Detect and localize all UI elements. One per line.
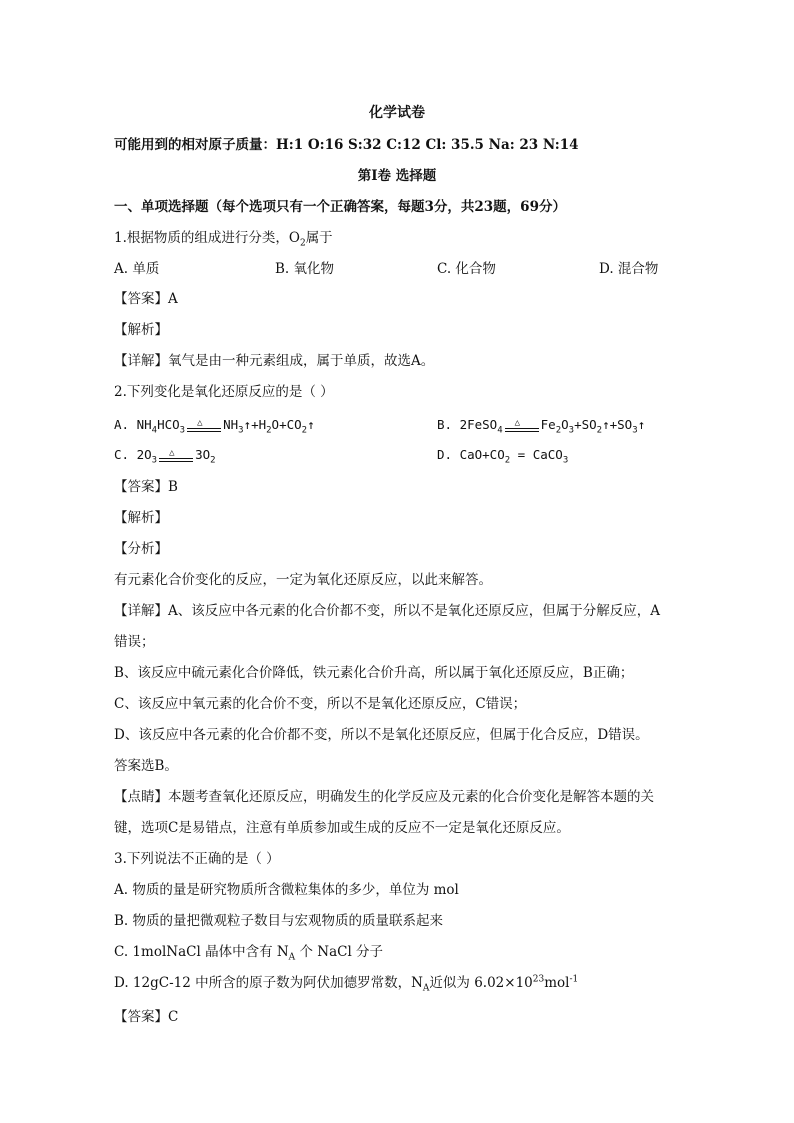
heat-condition-symbol: △ — [159, 449, 193, 463]
q2-detail-line1: 【详解】A、该反应中各元素的化合价都不变，所以不是氧化还原反应，但属于分解反应，A — [114, 603, 660, 619]
q2-fenxi-label: 【分析】 — [114, 541, 168, 557]
q2-answer: 【答案】B — [114, 479, 178, 495]
section1-title: 一、单项选择题（每个选项只有一个正确答案，每题3分，共23题，69分） — [114, 199, 566, 215]
q3-option-a: A. 物质的量是研究物质所含微粒集体的多少，单位为 mol — [114, 882, 459, 898]
q2-option-c: C. $2O_3$ △ $3O_2$ — [114, 447, 216, 466]
q2-detail-line5: 答案选B。 — [114, 758, 178, 774]
q2-option-b: B. 2FeSO$_4$ △ $Fe_2O_3+SO_2↑+SO_3↑$ — [437, 417, 646, 436]
q2-analysis-label: 【解析】 — [114, 510, 168, 526]
page-title: 化学试卷 — [369, 105, 425, 121]
q2-fenxi-text: 有元素化合价变化的反应，一定为氧化还原反应，以此来解答。 — [114, 572, 492, 588]
q1-option-b: B. 氧化物 — [275, 261, 335, 277]
q3-answer: 【答案】C — [114, 1009, 179, 1025]
q2-option-a: A. $NH_4HCO_3$ △ $NH_3↑+H_2O+CO_2↑$ — [114, 417, 315, 436]
q1-option-c: C. 化合物 — [437, 261, 496, 277]
q2-stem: 2.下列变化是氧化还原反应的是（ ） — [114, 384, 334, 400]
heat-condition-symbol: △ — [187, 419, 221, 433]
volume-title: 第Ⅰ卷 选择题 — [357, 168, 437, 184]
q2-option-d: D. $CaO+CO_2$ = CaCO$_3$ — [437, 447, 569, 466]
q3-stem: 3.下列说法不正确的是（ ） — [114, 851, 280, 867]
q1-option-d: D. 混合物 — [599, 261, 659, 277]
q1-stem: 1.根据物质的组成进行分类，$O_2$属于 — [114, 230, 333, 249]
q2-point-line1: 【点睛】本题考查氧化还原反应，明确发生的化学反应及元素的化合价变化是解答本题的关 — [114, 789, 654, 805]
q3-option-c: C. 1molNaCl 晶体中含有 $N_A$ 个 NaCl 分子 — [114, 944, 384, 963]
q1-answer: 【答案】A — [114, 291, 178, 307]
heat-condition-symbol: △ — [505, 419, 539, 433]
q2-detail-line3: C、该反应中氧元素的化合价不变，所以不是氧化还原反应，C错误； — [114, 696, 527, 712]
q3-option-b: B. 物质的量把微观粒子数目与宏观物质的质量联系起来 — [114, 913, 444, 929]
q1-option-a: A. 单质 — [114, 261, 160, 277]
q2-detail-line2: B、该反应中硫元素化合价降低，铁元素化合价升高，所以属于氧化还原反应，B正确； — [114, 665, 634, 681]
atomic-mass-line: 可能用到的相对原子质量：H:1 O:16 S:32 C:12 Cl: 35.5 Na: 23 N:14 — [114, 137, 579, 153]
q3-option-d: D. 12gC-12 中所含的原子数为阿伏加德罗常数，$N_A$近似为 $6.02\times 10^{23}mol^{-1}$ — [114, 974, 579, 994]
q2-detail-line4: D、该反应中各元素的化合价都不变，所以不是氧化还原反应，但属于化合反应，D错误。 — [114, 727, 649, 743]
q2-point-line2: 键，选项C是易错点，注意有单质参加或生成的反应不一定是氧化还原反应。 — [114, 820, 570, 836]
q1-detail: 【详解】氧气是由一种元素组成，属于单质，故选A。 — [114, 353, 435, 369]
q2-detail-line1b: 错误； — [114, 634, 155, 650]
q1-analysis-label: 【解析】 — [114, 322, 168, 338]
